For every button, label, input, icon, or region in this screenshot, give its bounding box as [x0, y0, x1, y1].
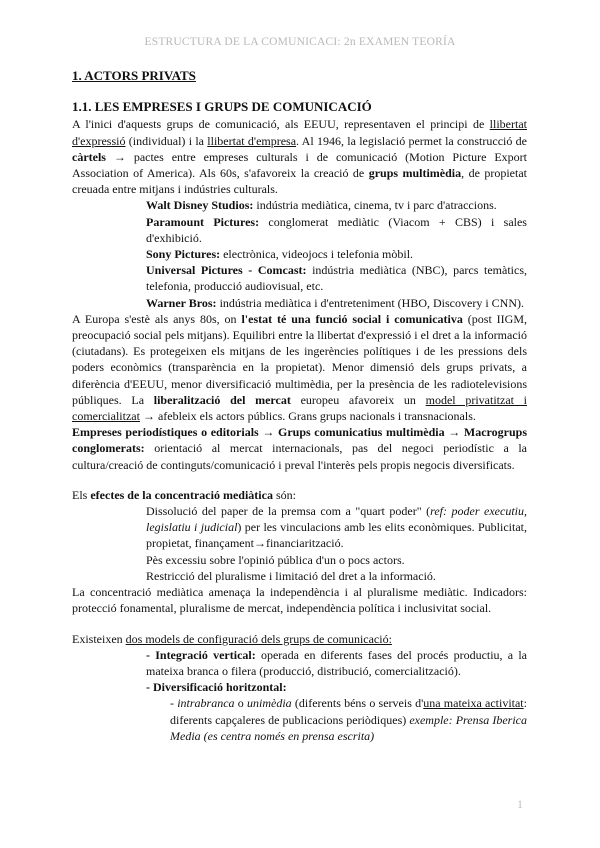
subsection-title: 1.1. LES EMPRESES I GRUPS DE COMUNICACIÓ: [72, 99, 372, 115]
company-item: Walt Disney Studios: indústria mediàtica, cinema, tv i parc d'atraccions.: [146, 198, 497, 213]
effect-item: Dissolució del paper de la premsa com a "quart poder" (ref: poder executiu, legislatiu i judicial) per les vinculacions amb les elits econòmiques. Publicitat, propietat, finançament→financiarització.: [146, 504, 527, 551]
section-title: 1. ACTORS PRIVATS: [72, 68, 196, 83]
page-number: 1: [517, 797, 523, 811]
page-header: ESTRUCTURA DE LA COMUNICACI: 2n EXAMEN TEORÍA: [144, 36, 456, 48]
europe-paragraph: A Europa s'estè als anys 80s, on l'estat té una funció social i comunicativa (post IIGM, preocupació social pels mitjans). Equilibri entre la llibertat d'expressió i el dret a la informació (ciutadans). Es protegeixen els mitjans de les ingerències polítiques i de les pressions dels poders econòmics (transparència en la propietat). Menor dimensió dels grups privats, a diferència d'EEUU, menor diversificació multimèdia, per la presència de les radiotelevisions públiques. La liberalització del mercat europeu afavoreix un model privatitzat i comercialitzat → afebleix els actors públics. Grans grups nacionals i transnacionals.: [72, 311, 528, 424]
press-paragraph: Empreses periodístiques o editorials → Grups comunicatius multimèdia → Macrogrups conglomerats: orientació al mercat internacionals, pas del negoci periodístic a la cultura/creació de continguts/comunicació i preval l'interès pels propis negocis diversificats.: [72, 425, 527, 472]
document-body: [72, 68, 527, 744]
company-item: Paramount Pictures: conglomerat mediàtic (Viacom + CBS) i sales d'exhibició.: [146, 214, 527, 245]
models-intro: Existeixen dos models de configuració dels grups de comunicació:: [72, 631, 392, 646]
effects-intro: Els efectes de la concentració mediàtica són:: [72, 487, 296, 502]
company-item: Sony Pictures: electrònica, videojocs i telefonia mòbil.: [146, 247, 414, 262]
effect-item: Pès excessiu sobre l'opinió pública d'un o pocs actors.: [146, 552, 405, 567]
company-item: Universal Pictures - Comcast: indústria mediàtica (NBC), parcs temàtics, telefonia, producció audiovisual, etc.: [146, 263, 527, 294]
company-list: [72, 197, 527, 310]
company-item: Warner Bros: indústria mediàtica i d'entreteniment (HBO, Discovery i CNN).: [146, 295, 524, 310]
intro-paragraph: A l'inici d'aquests grups de comunicació, als EEUU, representaven el principi de llibertat d'expressió (individual) i la llibertat d'empresa. Al 1946, la legislació permet la construcció de càrtels → pactes entre empreses culturals i de comunicació (Motion Picture Export Association of America). Als 60s, s'afavoreix la creació de grups multimèdia, de propietat creuada entre mitjans i indústries culturals.: [72, 117, 527, 197]
model-vertical: - Integració vertical: operada en diferents fases del procés productiu, a la mateixa branca o filera (producció, distribució, comercialització).: [146, 647, 527, 678]
model-horizontal: - Diversificació horitzontal:: [146, 680, 287, 695]
effect-item: Restricció del pluralisme i limitació del dret a la informació.: [146, 568, 436, 583]
model-sub-item: - intrabranca o unimèdia (diferents béns o serveis d'una mateixa activitat: diferents capçaleres de publicacions periòdiques) exemple: Prensa Iberica Media (es centra només en prensa escrita): [170, 696, 527, 743]
concentration-paragraph: La concentració mediàtica amenaça la independència i al pluralisme mediàtic. Indicadors: protecció fonamental, pluralisme de mercat, independència política i inclusivitat social.: [72, 585, 527, 616]
